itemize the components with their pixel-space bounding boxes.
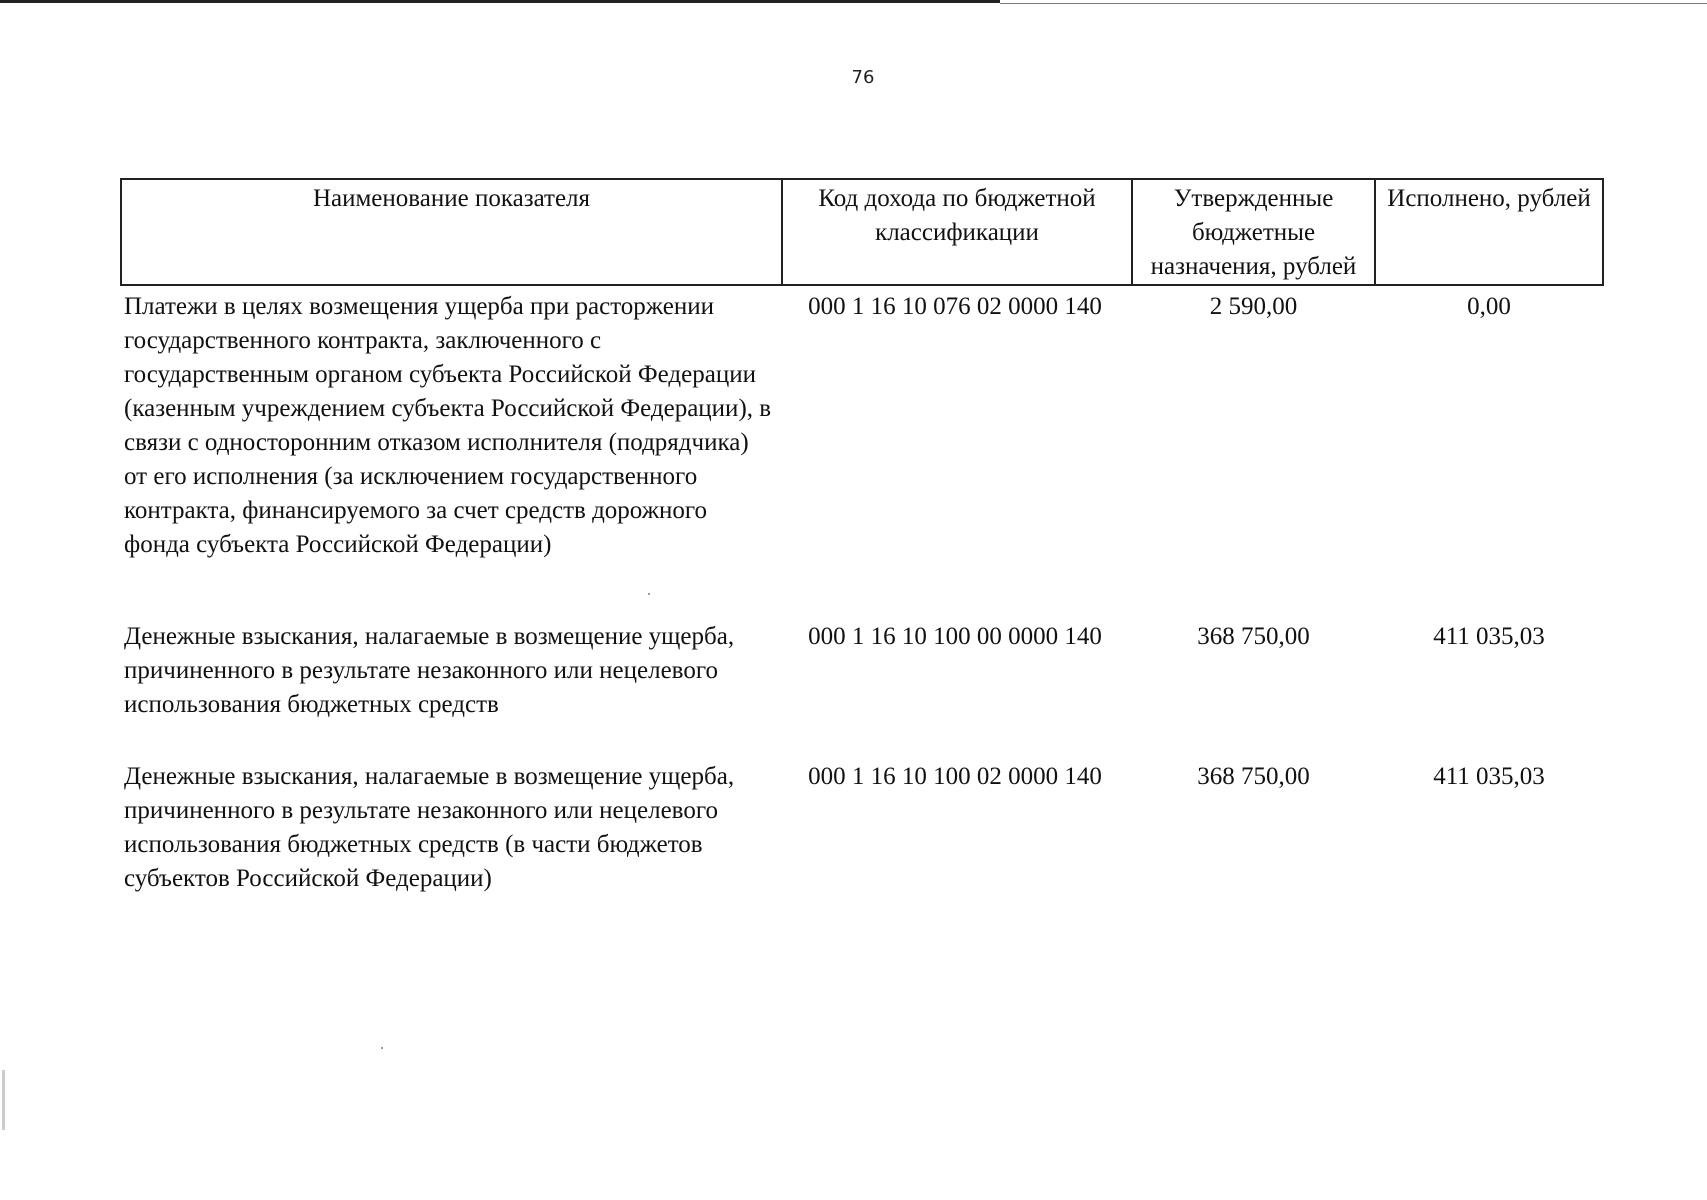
header-revenue-code: Код дохода по бюджетной классификации [782,179,1132,285]
row-indicator-name: Денежные взыскания, налагаемые в возмещение ущерба, причиненного в результате незаконного или нецелевого использования бюджетных средств [124,623,735,718]
budget-revenue-table [120,178,1604,896]
row-spacer [121,722,1603,760]
row-executed-amount: 411 035,03 [1433,623,1545,650]
table-row [121,620,1603,722]
scan-speck [2,1070,5,1130]
table-row [121,760,1603,896]
row-indicator-name: Платежи в целях возмещения ущерба при расторжении государственного контракта, заключенного с государственным органом субъекта Российской Федерации (казенным учреждением субъекта Российской Федерации), в связи с односторонним отказом исполнителя (подрядчика) от его исполнения (за исключением государственного контракта, финансируемого за счет средств дорожного фонда субъекта Российской Федерации) [124,293,772,558]
row-approved-amount: 368 750,00 [1197,623,1310,650]
scan-top-edge [0,0,1000,3]
row-approved-amount: 2 590,00 [1209,293,1298,320]
row-indicator-name: Денежные взыскания, налагаемые в возмещение ущерба, причиненного в результате незаконного или нецелевого использования бюджетных средств (в части бюджетов субъектов Российской Федерации) [124,763,735,892]
row-approved-amount: 368 750,00 [1197,763,1310,790]
page-number: 76 [851,67,875,88]
row-revenue-code: 000 1 16 10 100 00 0000 140 [808,623,1102,650]
row-spacer [121,562,1603,620]
row-executed-amount: 411 035,03 [1433,763,1545,790]
row-revenue-code: 000 1 16 10 076 02 0000 140 [808,293,1102,320]
scan-speck [648,593,650,595]
table-header [121,179,1603,285]
scan-speck [381,1047,383,1049]
header-row [121,179,1603,285]
header-approved-amount: Утвержденные бюджетные назначения, рублей [1132,179,1375,285]
header-executed-amount: Исполнено, рублей [1375,179,1603,285]
row-executed-amount: 0,00 [1467,293,1511,320]
table-row [121,285,1603,562]
scan-top-edge-thin [1000,3,1707,4]
header-indicator-name: Наименование показателя [121,179,782,285]
row-revenue-code: 000 1 16 10 100 02 0000 140 [808,763,1102,790]
table-body [121,285,1603,896]
